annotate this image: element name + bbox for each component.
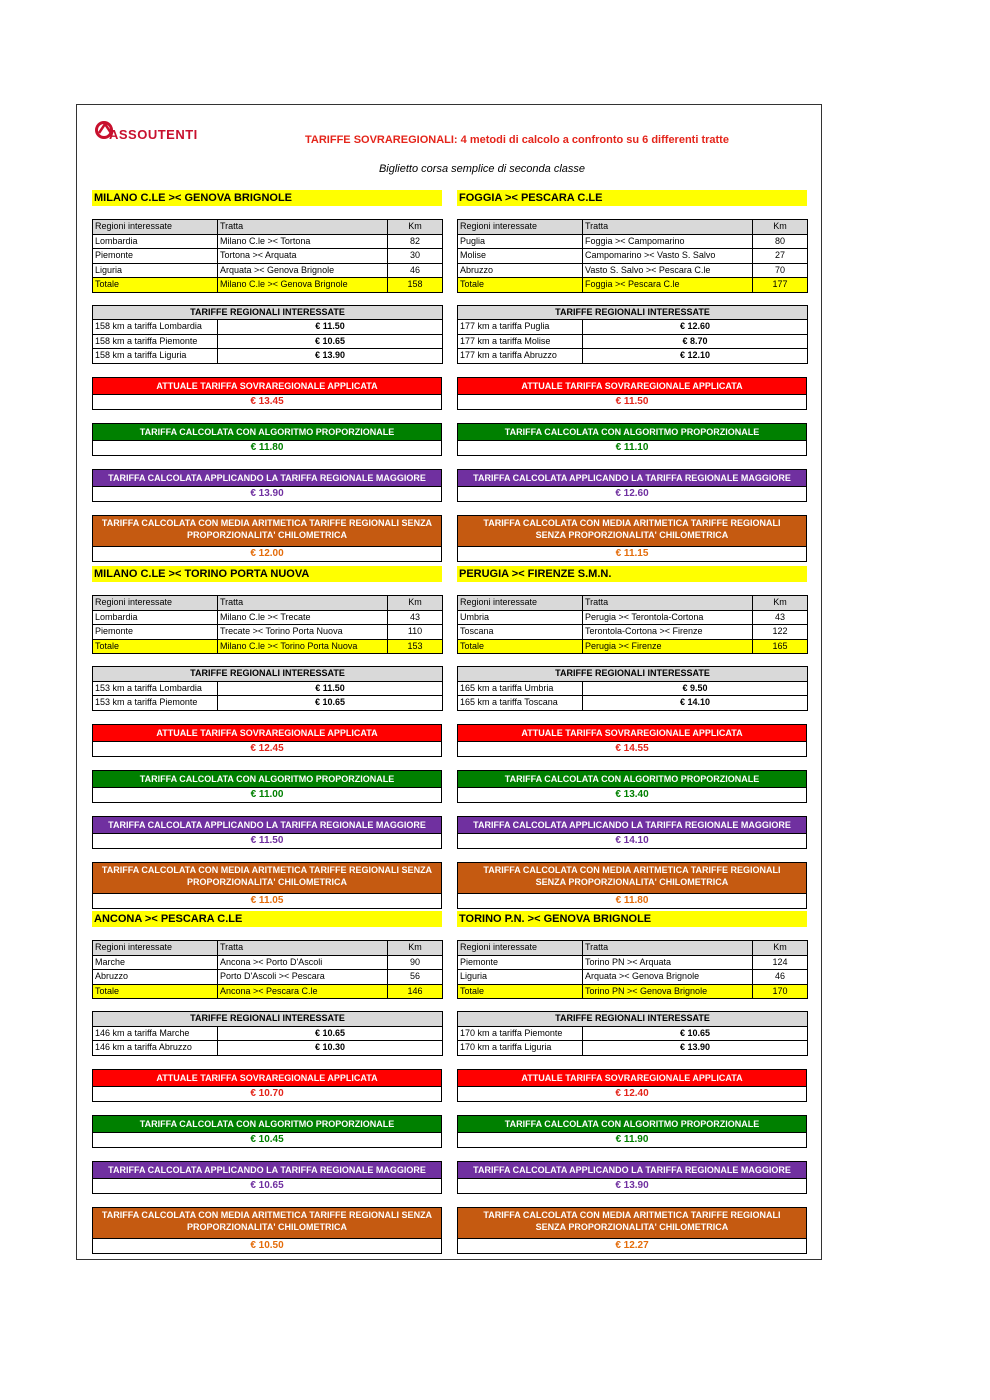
regione-cell: Lombardia <box>93 610 218 625</box>
km-cell: 90 <box>388 955 443 970</box>
tariffa-value: € 10.30 <box>218 1041 443 1056</box>
total-km: 153 <box>388 639 443 654</box>
tariffa-value: € 13.90 <box>583 1041 808 1056</box>
km-cell: 46 <box>753 970 808 985</box>
proporzionale-tariffa-box <box>92 423 442 456</box>
regione-cell: Lombardia <box>93 234 218 249</box>
tratta-cell: Campomarino >< Vasto S. Salvo <box>583 249 753 264</box>
media-value: € 11.80 <box>615 894 649 906</box>
tariffa-row <box>93 681 443 696</box>
table-row <box>458 955 808 970</box>
header-tratta: Tratta <box>583 220 753 235</box>
tariffe-header-row <box>93 1012 443 1027</box>
table-header-row <box>458 596 808 611</box>
media-label: TARIFFA CALCOLATA CON MEDIA ARITMETICA TARIFFE REGIONALI SENZA PROPORZIONALITA' CHILOMETRICA <box>458 863 806 894</box>
maggiore-value: € 12.60 <box>615 487 649 499</box>
tariffa-label: 158 km a tariffa Liguria <box>93 349 218 364</box>
header-km: Km <box>388 941 443 956</box>
km-cell: 56 <box>388 970 443 985</box>
table-row <box>458 970 808 985</box>
tariffa-label: 153 km a tariffa Piemonte <box>93 696 218 711</box>
regione-cell: Molise <box>458 249 583 264</box>
tariffe-header: TARIFFE REGIONALI INTERESSATE <box>93 1012 443 1027</box>
total-label: Totale <box>458 984 583 999</box>
media-label: TARIFFA CALCOLATA CON MEDIA ARITMETICA TARIFFE REGIONALI SENZA PROPORZIONALITA' CHILOMETRICA <box>458 516 806 547</box>
total-tratta: Torino PN >< Genova Brignole <box>583 984 753 999</box>
km-cell: 46 <box>388 263 443 278</box>
attuale-label: ATTUALE TARIFFA SOVRAREGIONALE APPLICATA <box>458 725 806 742</box>
media-tariffa-box <box>457 515 807 562</box>
table-header-row <box>93 596 443 611</box>
regions-table <box>457 219 808 293</box>
header-km: Km <box>753 941 808 956</box>
attuale-tariffa-box <box>92 377 442 410</box>
tariffa-label: 165 km a tariffa Umbria <box>458 681 583 696</box>
tariffa-label: 177 km a tariffa Abruzzo <box>458 349 583 364</box>
header-tratta: Tratta <box>218 220 388 235</box>
maggiore-value: € 13.90 <box>250 487 284 499</box>
route-block <box>457 190 807 562</box>
tariffa-value: € 10.65 <box>218 696 443 711</box>
tariffa-label: 170 km a tariffa Piemonte <box>458 1026 583 1041</box>
tariffa-label: 153 km a tariffa Lombardia <box>93 681 218 696</box>
media-value: € 11.05 <box>250 894 284 906</box>
attuale-label: ATTUALE TARIFFA SOVRAREGIONALE APPLICATA <box>93 1070 441 1087</box>
regione-cell: Umbria <box>458 610 583 625</box>
tariffa-row <box>93 1041 443 1056</box>
attuale-tariffa-box <box>92 724 442 757</box>
total-tratta: Milano C.le >< Genova Brignole <box>218 278 388 293</box>
regione-cell: Abruzzo <box>93 970 218 985</box>
assoutenti-logo <box>95 119 198 149</box>
proporzionale-value: € 10.45 <box>250 1133 284 1145</box>
header-regioni: Regioni interessate <box>458 596 583 611</box>
tariffa-value: € 13.90 <box>218 349 443 364</box>
km-cell: 27 <box>753 249 808 264</box>
media-tariffa-box <box>92 862 442 909</box>
header-tratta: Tratta <box>218 596 388 611</box>
tratta-cell: Trecate >< Torino Porta Nuova <box>218 625 388 640</box>
header-regioni: Regioni interessate <box>458 941 583 956</box>
km-cell: 43 <box>388 610 443 625</box>
tariffe-table <box>457 1011 808 1056</box>
tratta-cell: Porto D'Ascoli >< Pescara <box>218 970 388 985</box>
table-row <box>458 234 808 249</box>
total-row <box>93 984 443 999</box>
maggiore-value: € 13.90 <box>615 1179 649 1191</box>
table-header-row <box>458 941 808 956</box>
km-cell: 122 <box>753 625 808 640</box>
tariffe-header: TARIFFE REGIONALI INTERESSATE <box>458 305 808 320</box>
total-km: 158 <box>388 278 443 293</box>
table-row <box>458 249 808 264</box>
route-block <box>457 911 807 1254</box>
media-label: TARIFFA CALCOLATA CON MEDIA ARITMETICA TARIFFE REGIONALI SENZA PROPORZIONALITA' CHILOMETRICA <box>93 863 441 894</box>
route-title: MILANO C.LE >< GENOVA BRIGNOLE <box>92 190 442 206</box>
total-tratta: Perugia >< Firenze <box>583 639 753 654</box>
proporzionale-value: € 11.00 <box>250 788 284 800</box>
tariffe-table <box>92 666 443 711</box>
attuale-value: € 14.55 <box>615 742 649 754</box>
total-label: Totale <box>93 278 218 293</box>
maggiore-tariffa-box <box>92 469 442 502</box>
attuale-value: € 13.45 <box>250 395 284 407</box>
table-row <box>93 234 443 249</box>
regione-cell: Puglia <box>458 234 583 249</box>
km-cell: 124 <box>753 955 808 970</box>
tariffa-row <box>458 1026 808 1041</box>
tariffa-value: € 8.70 <box>583 334 808 349</box>
proporzionale-label: TARIFFA CALCOLATA CON ALGORITMO PROPORZIONALE <box>93 424 441 441</box>
total-km: 177 <box>753 278 808 293</box>
table-row <box>93 263 443 278</box>
tariffa-label: 158 km a tariffa Lombardia <box>93 320 218 335</box>
attuale-label: ATTUALE TARIFFA SOVRAREGIONALE APPLICATA <box>458 1070 806 1087</box>
media-value: € 10.50 <box>250 1239 284 1251</box>
km-cell: 70 <box>753 263 808 278</box>
tratta-cell: Ancona >< Porto D'Ascoli <box>218 955 388 970</box>
maggiore-tariffa-box <box>457 816 807 849</box>
regione-cell: Liguria <box>458 970 583 985</box>
regions-table <box>457 940 808 999</box>
total-label: Totale <box>458 278 583 293</box>
attuale-label: ATTUALE TARIFFA SOVRAREGIONALE APPLICATA <box>458 378 806 395</box>
km-cell: 30 <box>388 249 443 264</box>
attuale-value: € 12.45 <box>250 742 284 754</box>
route-title: PERUGIA >< FIRENZE S.M.N. <box>457 566 807 582</box>
table-row <box>93 955 443 970</box>
proporzionale-value: € 11.80 <box>250 441 284 453</box>
route-block <box>92 566 442 909</box>
table-header-row <box>458 220 808 235</box>
regione-cell: Piemonte <box>93 249 218 264</box>
route-title: ANCONA >< PESCARA C.LE <box>92 911 442 927</box>
tariffa-row <box>458 320 808 335</box>
route-title: TORINO P.N. >< GENOVA BRIGNOLE <box>457 911 807 927</box>
media-label: TARIFFA CALCOLATA CON MEDIA ARITMETICA TARIFFE REGIONALI SENZA PROPORZIONALITA' CHILOMETRICA <box>93 516 441 547</box>
tariffe-header: TARIFFE REGIONALI INTERESSATE <box>458 1012 808 1027</box>
total-row <box>458 984 808 999</box>
proporzionale-label: TARIFFA CALCOLATA CON ALGORITMO PROPORZIONALE <box>458 424 806 441</box>
tratta-cell: Terontola-Cortona >< Firenze <box>583 625 753 640</box>
regions-table <box>92 595 443 654</box>
tariffa-label: 146 km a tariffa Marche <box>93 1026 218 1041</box>
tariffa-value: € 10.65 <box>218 1026 443 1041</box>
tariffe-table <box>92 305 443 364</box>
maggiore-label: TARIFFA CALCOLATA APPLICANDO LA TARIFFA REGIONALE MAGGIORE <box>458 470 806 487</box>
proporzionale-label: TARIFFA CALCOLATA CON ALGORITMO PROPORZIONALE <box>458 771 806 788</box>
tratta-cell: Foggia >< Campomarino <box>583 234 753 249</box>
total-label: Totale <box>458 639 583 654</box>
proporzionale-tariffa-box <box>457 423 807 456</box>
attuale-tariffa-box <box>92 1069 442 1102</box>
tariffe-header-row <box>93 667 443 682</box>
media-tariffa-box <box>92 1207 442 1254</box>
total-label: Totale <box>93 639 218 654</box>
header-km: Km <box>753 596 808 611</box>
proporzionale-label: TARIFFA CALCOLATA CON ALGORITMO PROPORZIONALE <box>93 771 441 788</box>
regions-table <box>92 219 443 293</box>
attuale-value: € 10.70 <box>250 1087 284 1099</box>
tariffa-value: € 12.10 <box>583 349 808 364</box>
km-cell: 110 <box>388 625 443 640</box>
total-row <box>93 639 443 654</box>
route-title: MILANO C.LE >< TORINO PORTA NUOVA <box>92 566 442 582</box>
maggiore-value: € 11.50 <box>250 834 284 846</box>
total-row <box>458 278 808 293</box>
header-regioni: Regioni interessate <box>458 220 583 235</box>
tariffa-value: € 11.50 <box>218 681 443 696</box>
header-km: Km <box>388 596 443 611</box>
maggiore-tariffa-box <box>92 816 442 849</box>
proporzionale-tariffa-box <box>457 770 807 803</box>
maggiore-value: € 14.10 <box>615 834 649 846</box>
attuale-tariffa-box <box>457 724 807 757</box>
proporzionale-label: TARIFFA CALCOLATA CON ALGORITMO PROPORZIONALE <box>93 1116 441 1133</box>
tratta-cell: Vasto S. Salvo >< Pescara C.le <box>583 263 753 278</box>
tariffe-header-row <box>458 667 808 682</box>
tariffa-row <box>458 696 808 711</box>
tariffa-value: € 14.10 <box>583 696 808 711</box>
maggiore-value: € 10.65 <box>250 1179 284 1191</box>
tariffa-row <box>93 334 443 349</box>
tariffa-label: 170 km a tariffa Liguria <box>458 1041 583 1056</box>
km-cell: 80 <box>753 234 808 249</box>
maggiore-tariffa-box <box>457 1161 807 1194</box>
media-label: TARIFFA CALCOLATA CON MEDIA ARITMETICA TARIFFE REGIONALI SENZA PROPORZIONALITA' CHILOMETRICA <box>93 1208 441 1239</box>
table-row <box>458 625 808 640</box>
media-label: TARIFFA CALCOLATA CON MEDIA ARITMETICA TARIFFE REGIONALI SENZA PROPORZIONALITA' CHILOMETRICA <box>458 1208 806 1239</box>
route-block <box>92 911 442 1254</box>
total-row <box>458 639 808 654</box>
regions-table <box>92 940 443 999</box>
tariffa-value: € 9.50 <box>583 681 808 696</box>
table-row <box>93 610 443 625</box>
media-value: € 12.27 <box>615 1239 649 1251</box>
total-km: 170 <box>753 984 808 999</box>
tariffa-row <box>458 1041 808 1056</box>
maggiore-label: TARIFFA CALCOLATA APPLICANDO LA TARIFFA REGIONALE MAGGIORE <box>458 817 806 834</box>
proporzionale-tariffa-box <box>457 1115 807 1148</box>
tariffe-table <box>457 666 808 711</box>
page-title: TARIFFE SOVRAREGIONALI: 4 metodi di calcolo a confronto su 6 differenti tratte <box>305 134 729 146</box>
table-row <box>93 249 443 264</box>
maggiore-label: TARIFFA CALCOLATA APPLICANDO LA TARIFFA REGIONALE MAGGIORE <box>458 1162 806 1179</box>
total-label: Totale <box>93 984 218 999</box>
proporzionale-value: € 11.10 <box>615 441 649 453</box>
attuale-tariffa-box <box>457 1069 807 1102</box>
tariffa-row <box>93 1026 443 1041</box>
tariffa-row <box>458 349 808 364</box>
tariffa-value: € 11.50 <box>218 320 443 335</box>
header-regioni: Regioni interessate <box>93 941 218 956</box>
tariffa-value: € 10.65 <box>583 1026 808 1041</box>
header-tratta: Tratta <box>583 941 753 956</box>
logo-text: ASSOUTENTI <box>109 127 198 142</box>
tariffa-label: 177 km a tariffa Puglia <box>458 320 583 335</box>
header-tratta: Tratta <box>218 941 388 956</box>
tariffe-header-row <box>458 1012 808 1027</box>
media-tariffa-box <box>457 862 807 909</box>
media-tariffa-box <box>457 1207 807 1254</box>
tariffe-header-row <box>93 305 443 320</box>
total-km: 146 <box>388 984 443 999</box>
table-header-row <box>93 220 443 235</box>
media-value: € 12.00 <box>250 547 284 559</box>
table-row <box>93 625 443 640</box>
total-tratta: Ancona >< Pescara C.le <box>218 984 388 999</box>
attuale-label: ATTUALE TARIFFA SOVRAREGIONALE APPLICATA <box>93 725 441 742</box>
tariffa-label: 177 km a tariffa Molise <box>458 334 583 349</box>
proporzionale-tariffa-box <box>92 1115 442 1148</box>
regione-cell: Piemonte <box>93 625 218 640</box>
regione-cell: Toscana <box>458 625 583 640</box>
tariffa-row <box>93 696 443 711</box>
attuale-label: ATTUALE TARIFFA SOVRAREGIONALE APPLICATA <box>93 378 441 395</box>
route-block <box>92 190 442 562</box>
regione-cell: Liguria <box>93 263 218 278</box>
maggiore-label: TARIFFA CALCOLATA APPLICANDO LA TARIFFA REGIONALE MAGGIORE <box>93 817 441 834</box>
header-regioni: Regioni interessate <box>93 596 218 611</box>
attuale-tariffa-box <box>457 377 807 410</box>
tariffe-table <box>92 1011 443 1056</box>
table-row <box>458 263 808 278</box>
proporzionale-label: TARIFFA CALCOLATA CON ALGORITMO PROPORZIONALE <box>458 1116 806 1133</box>
tariffa-value: € 10.65 <box>218 334 443 349</box>
table-row <box>93 970 443 985</box>
attuale-value: € 12.40 <box>615 1087 649 1099</box>
tariffe-header: TARIFFE REGIONALI INTERESSATE <box>93 667 443 682</box>
table-row <box>458 610 808 625</box>
regione-cell: Marche <box>93 955 218 970</box>
media-value: € 11.15 <box>615 547 649 559</box>
tariffa-value: € 12.60 <box>583 320 808 335</box>
tariffe-header-row <box>458 305 808 320</box>
tariffa-row <box>458 681 808 696</box>
attuale-value: € 11.50 <box>615 395 649 407</box>
km-cell: 43 <box>753 610 808 625</box>
total-km: 165 <box>753 639 808 654</box>
tariffe-table <box>457 305 808 364</box>
maggiore-tariffa-box <box>92 1161 442 1194</box>
regione-cell: Abruzzo <box>458 263 583 278</box>
table-header-row <box>93 941 443 956</box>
regions-table <box>457 595 808 654</box>
tariffa-label: 158 km a tariffa Piemonte <box>93 334 218 349</box>
tratta-cell: Arquata >< Genova Brignole <box>583 970 753 985</box>
proporzionale-tariffa-box <box>92 770 442 803</box>
tariffa-row <box>93 320 443 335</box>
header-tratta: Tratta <box>583 596 753 611</box>
km-cell: 82 <box>388 234 443 249</box>
header-km: Km <box>753 220 808 235</box>
total-tratta: Milano C.le >< Torino Porta Nuova <box>218 639 388 654</box>
total-row <box>93 278 443 293</box>
tariffa-row <box>458 334 808 349</box>
proporzionale-value: € 11.90 <box>615 1133 649 1145</box>
header-km: Km <box>388 220 443 235</box>
maggiore-label: TARIFFA CALCOLATA APPLICANDO LA TARIFFA REGIONALE MAGGIORE <box>93 470 441 487</box>
media-tariffa-box <box>92 515 442 562</box>
page-subtitle: Biglietto corsa semplice di seconda classe <box>378 163 586 175</box>
tariffa-row <box>93 349 443 364</box>
tariffe-header: TARIFFE REGIONALI INTERESSATE <box>458 667 808 682</box>
tratta-cell: Milano C.le >< Tortona <box>218 234 388 249</box>
maggiore-label: TARIFFA CALCOLATA APPLICANDO LA TARIFFA REGIONALE MAGGIORE <box>93 1162 441 1179</box>
tariffe-header: TARIFFE REGIONALI INTERESSATE <box>93 305 443 320</box>
route-title: FOGGIA >< PESCARA C.LE <box>457 190 807 206</box>
tratta-cell: Tortona >< Arquata <box>218 249 388 264</box>
tariffa-label: 146 km a tariffa Abruzzo <box>93 1041 218 1056</box>
proporzionale-value: € 13.40 <box>615 788 649 800</box>
total-tratta: Foggia >< Pescara C.le <box>583 278 753 293</box>
tariffa-label: 165 km a tariffa Toscana <box>458 696 583 711</box>
header-regioni: Regioni interessate <box>93 220 218 235</box>
maggiore-tariffa-box <box>457 469 807 502</box>
regione-cell: Piemonte <box>458 955 583 970</box>
tratta-cell: Arquata >< Genova Brignole <box>218 263 388 278</box>
tratta-cell: Perugia >< Terontola-Cortona <box>583 610 753 625</box>
tratta-cell: Milano C.le >< Trecate <box>218 610 388 625</box>
route-block <box>457 566 807 909</box>
tratta-cell: Torino PN >< Arquata <box>583 955 753 970</box>
